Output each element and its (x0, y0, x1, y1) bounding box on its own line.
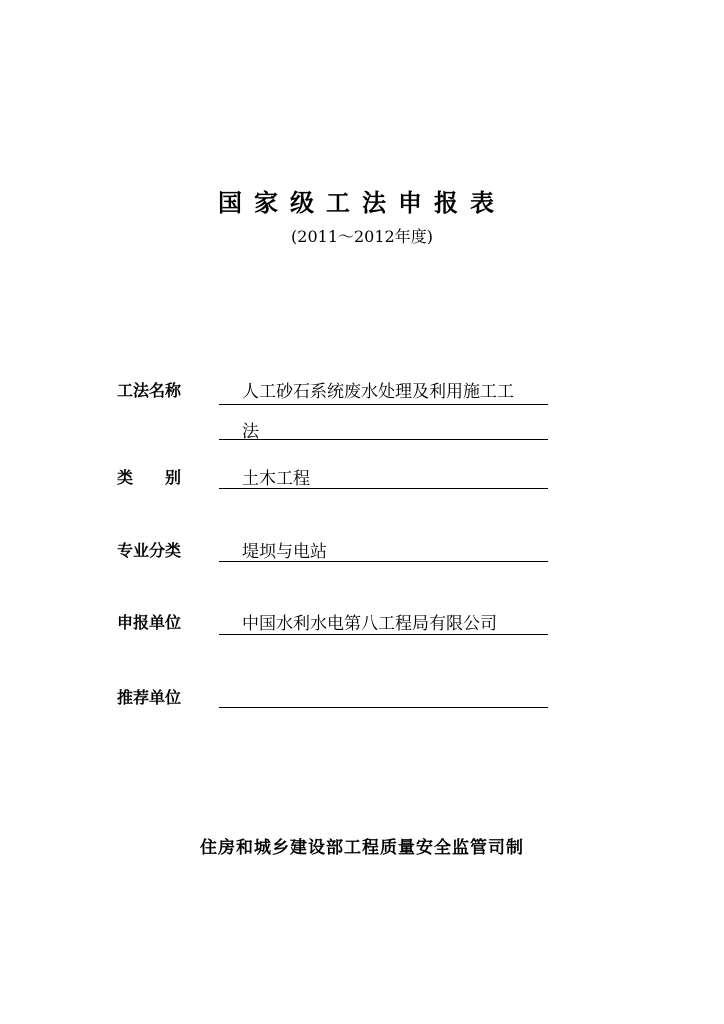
applicant-underline (219, 634, 548, 635)
form-title: 国家级工法申报表 (218, 188, 506, 217)
category-underline (219, 488, 548, 489)
specialty-underline (219, 561, 548, 562)
issuing-authority: 住房和城乡建设部工程质量安全监管司制 (200, 838, 524, 858)
category-label: 类 别 (117, 468, 182, 487)
recommender-underline (219, 707, 548, 708)
method-name-underline-2 (219, 439, 548, 440)
form-year-range: (2011～2012年度) (291, 227, 433, 246)
method-name-value-line2: 法 (242, 422, 259, 442)
applicant-value: 中国水利水电第八工程局有限公司 (242, 614, 497, 634)
method-name-value-line1: 人工砂石系统废水处理及利用施工工 (242, 382, 514, 402)
recommender-label: 推荐单位 (117, 688, 182, 707)
category-value: 土木工程 (242, 469, 310, 489)
specialty-label: 专业分类 (117, 541, 182, 560)
applicant-label: 申报单位 (117, 613, 182, 632)
specialty-value: 堤坝与电站 (242, 542, 327, 562)
method-name-label: 工法名称 (117, 381, 182, 400)
method-name-underline-1 (219, 404, 548, 405)
